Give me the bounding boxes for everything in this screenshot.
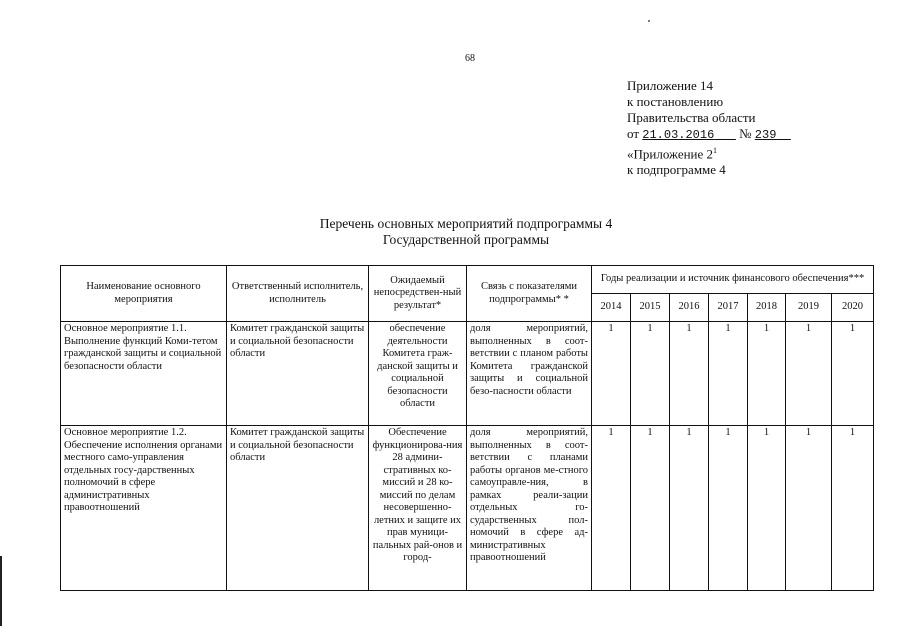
scan-edge-mark (0, 556, 2, 626)
header-result: Ожидаемый непосредствен-ный результат* (369, 266, 467, 322)
year-value: 1 (592, 426, 631, 591)
appendix-line: к подпрограмме 4 (627, 162, 726, 178)
year-value: 1 (670, 426, 709, 591)
activities-table (60, 265, 874, 591)
activity-executor: Комитет гражданской защиты и социальной безопасности области (227, 322, 369, 426)
year-header: 2015 (631, 294, 670, 322)
header-executor: Ответственный исполнитель, исполнитель (227, 266, 369, 322)
activity-name: Основное мероприятие 1.1. Выполнение функций Коми-тетом гражданской защиты и социальной безопасности области (61, 322, 227, 426)
appendix-superscript: 1 (713, 146, 718, 155)
year-value: 1 (709, 322, 748, 426)
document-title (60, 216, 872, 248)
year-value: 1 (786, 322, 832, 426)
scan-speck (648, 20, 650, 22)
year-header: 2018 (748, 294, 786, 322)
appendix-line: Правительства области (627, 110, 756, 125)
title-line: Государственной программы (382, 232, 550, 247)
year-header: 2019 (786, 294, 832, 322)
header-link: Связь с показателями подпрограммы* * (467, 266, 592, 322)
year-value: 1 (631, 426, 670, 591)
year-header: 2017 (709, 294, 748, 322)
table-row (61, 322, 874, 426)
year-value: 1 (748, 426, 786, 591)
year-value: 1 (832, 426, 874, 591)
page-number: 68 (465, 53, 475, 64)
year-value: 1 (786, 426, 832, 591)
activity-result: Обеспечение функционирова-ния 28 админи-стративных ко-миссий и 28 ко-миссий по делам несовершенно-летних и защите их прав муници-пальных рай-онов и город- (369, 426, 467, 591)
activity-name: Основное мероприятие 1.2. Обеспечение исполнения органами местного само-управления отдельных госу-дарственных полномочий в сфере административных правоотношений (61, 426, 227, 591)
activity-result: обеспечение деятельности Комитета граж-данской защиты и социальной безопасности области (369, 322, 467, 426)
resolution-number: 239 (754, 128, 777, 142)
year-header: 2016 (670, 294, 709, 322)
appendix-line: к постановлению (627, 94, 724, 109)
activity-link: доля мероприятий, выполненных в соот-ветствии с планами работы органов ме-стного самоуправле-ния, в рамках реали-зации отдельных го-сударственных пол-номочий в сфере ад-министративных правоотношений (467, 426, 592, 591)
year-value: 1 (592, 322, 631, 426)
appendix-date-line (627, 126, 791, 143)
year-value: 1 (631, 322, 670, 426)
resolution-date: 21.03.2016 (642, 128, 715, 142)
year-header: 2014 (592, 294, 631, 322)
year-value: 1 (748, 322, 786, 426)
date-prefix: от (627, 126, 640, 141)
activity-executor: Комитет гражданской защиты и социальной безопасности области (227, 426, 369, 591)
year-value: 1 (832, 322, 874, 426)
activity-link: доля мероприятий, выполненных в соот-ветствии с планом работы Комитета гражданской защиты и социальной безо-пасности области (467, 322, 592, 426)
title-line: Перечень основных мероприятий подпрограммы 4 (319, 216, 613, 231)
table-row (61, 426, 874, 591)
appendix-block (627, 78, 791, 178)
appendix-line: Приложение 14 (627, 78, 714, 93)
header-years-group: Годы реализации и источник финансового обеспечения*** (592, 266, 874, 294)
year-header: 2020 (832, 294, 874, 322)
number-sign: № (739, 126, 752, 141)
appendix-line: «Приложение $2^1$ (627, 146, 718, 162)
header-name: Наименование основного мероприятия (61, 266, 227, 322)
year-value: 1 (709, 426, 748, 591)
year-value: 1 (670, 322, 709, 426)
